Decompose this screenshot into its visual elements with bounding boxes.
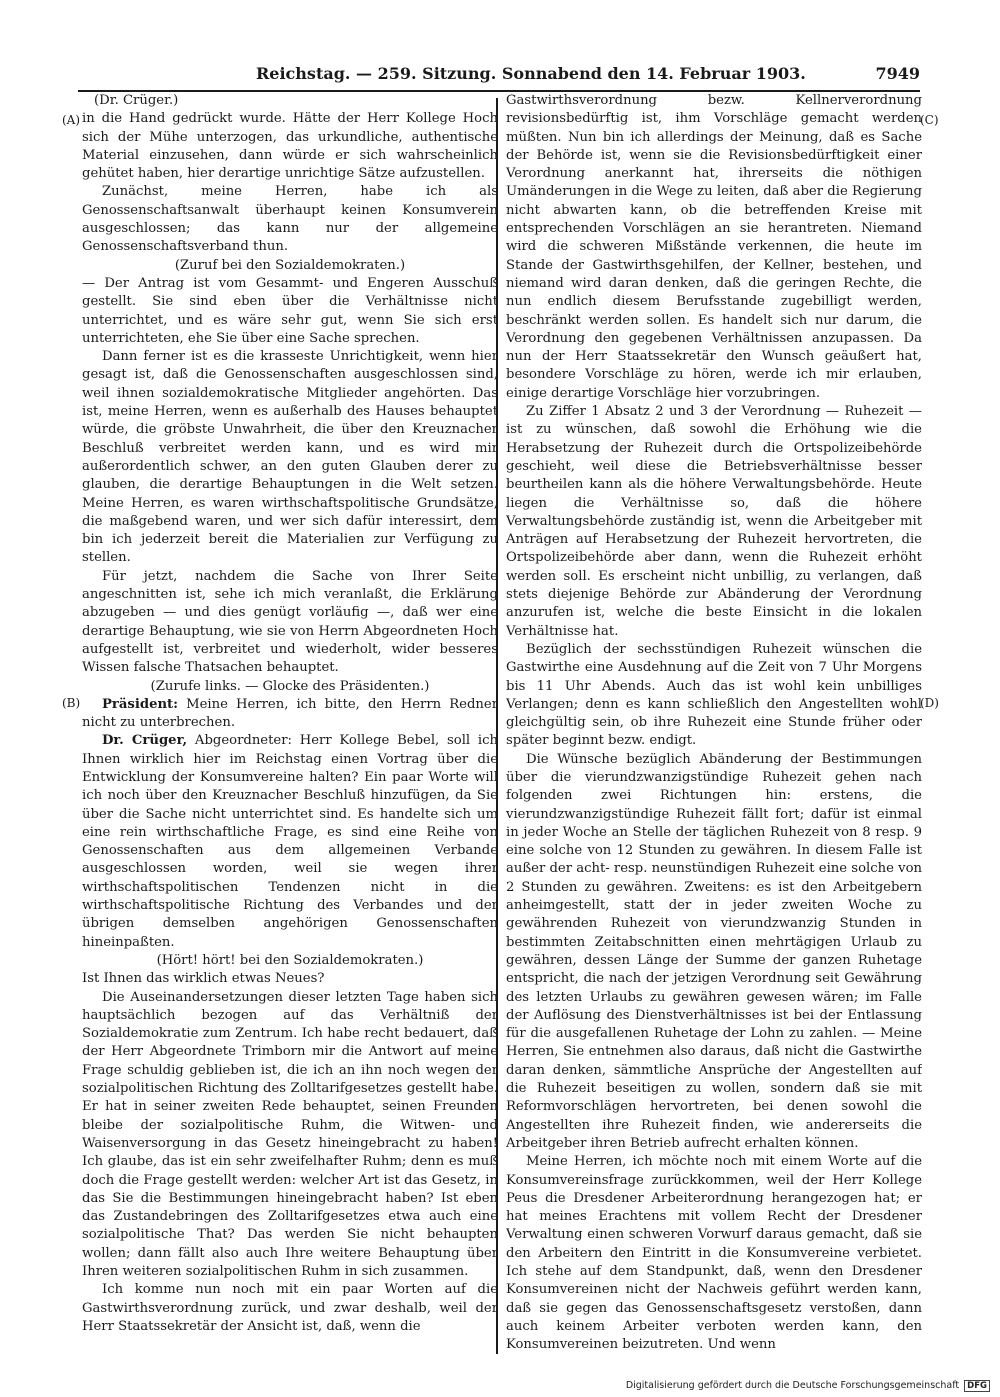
footer-text: Digitalisierung gefördert durch die Deutsche Forschungsgemeinschaft bbox=[625, 1380, 960, 1391]
margin-mark-a: (A) bbox=[62, 113, 81, 127]
paragraph: Gastwirthsverordnung bezw. Kellnerverordnung revisionsbedürftig ist, ihm Vorschläge gemacht werden müßten. Nun bin ich allerdings der Meinung, daß es Sache der Behörde ist, wenn sie die Revisionsbedürftigkeit einer Verordnung anerkannt hat, ihrerseits die nöthigen Umänderungen in die Wege zu leiten, daß aber die Regierung nicht abwarten kann, ob die betreffenden Kreise mit entsprechenden Vorschlägen an sie herantreten. Niemand wird die schweren Mißstände verkennen, die heute im Stande der Gastwirthsgehilfen, der Kellner, bestehen, und niemand wird daran denken, daß die geringen Rechte, die nun endlich diesem Berufsstande zugebilligt werden, beschränkt werden sollen. Es handelt sich nur darum, die Verordnung den gegebenen Verhältnissen anzupassen. Da nun der Herr Staatssekretär den Wunsch geäußert hat, besondere Vorschläge zu hören, werde ich mir erlauben, einige derartige Vorschläge hier vorzubringen. bbox=[506, 93, 922, 401]
speech-text: Abgeordneter: Herr Kollege Bebel, soll ich Ihnen wirklich hier im Reichstag einen Vortrag über die Entwicklung der Konsumvereine halten? Ein paar Worte will ich noch über den Kreuznacher Beschluß hinzufügen, da Sie über die Sache nicht unterrichtet sind. Es handelte sich um eine rein wirthschaftliche Frage, es sind eine Reihe von Genossenschaften aus dem allgemeinen Verbande ausgeschlossen worden, weil sie wegen ihrer wirthschaftspolitischen Tendenzen nicht in die wirthschaftspolitische Richtung des Verbandes und der übrigen demselben angehörigen Genossenschaften hineinpaßten. bbox=[82, 733, 498, 950]
page-header bbox=[84, 64, 920, 88]
paragraph: Ist Ihnen das wirklich etwas Neues? bbox=[82, 971, 325, 987]
left-column bbox=[82, 92, 498, 1354]
president-remark bbox=[82, 696, 498, 733]
president-label: Präsident: bbox=[102, 696, 179, 712]
interjection: (Hört! hört! bei den Sozialdemokraten.) bbox=[156, 952, 424, 968]
paragraph: Die Auseinandersetzungen dieser letzten Tage haben sich hauptsächlich bezogen auf das Verhältniß der Sozialdemokratie zum Zentrum. Ich habe recht bedauert, daß der Herr Abgeordnete Trimborn mir die Antwort auf meine Frage schuldig geblieben ist, die ich an ihn noch wegen der sozialpolitischen Richtung des Zolltarifgesetzes gestellt habe. Er hat in seiner zweiten Rede behauptet, seinen Freunden bleibe der sozialpolitische Ruhm, die Witwen- und Waisenversorgung in das Gesetz hineingebracht zu haben! Ich glaube, das ist ein sehr zweifelhafter Ruhm; denn es muß doch die Frage gestellt werden: welcher Art ist das Gesetz, in das Sie die Bestimmungen hineingebracht haben? Ist eben das Zustandebringen des Zolltarifgesetzes etwa auch eine sozialpolitische That? Das werden Sie nicht behaupten wollen; dann fällt also auch Ihre weitere Behauptung über Ihren weiteren sozialpolitischen Ruhm in sich zusammen. bbox=[82, 989, 498, 1279]
margin-mark-b: (B) bbox=[62, 696, 81, 710]
paragraph: Für jetzt, nachdem die Sache von Ihrer Seite angeschnitten ist, sehe ich mich veranlaßt, die Erklärung abzugeben — und dies genügt vorläufig —, daß wer eine derartige Behauptung, wie sie von Herrn Abgeordneten Hoch aufgestellt ist, verbreitet und wiederholt, wider besseres Wissen falsche Thatsachen behauptet. bbox=[82, 568, 498, 676]
dfg-logo: DFG bbox=[964, 1380, 990, 1392]
running-head: Reichstag. — 259. Sitzung. Sonnabend den 14. Februar 1903. bbox=[256, 64, 806, 83]
margin-mark-c: (C) bbox=[920, 113, 939, 127]
paragraph: Die Wünsche bezüglich Abänderung der Bestimmungen über die vierundzwanzigstündige Ruhezeit gehen nach folgenden zwei Richtungen hin: erstens, die vierundzwanzigstündige Ruhezeit fällt fort; dafür ist einmal in jeder Woche an Stelle der täglichen Ruhezeit von 8 resp. 9 eine solche von 12 Stunden zu gewähren. In diesem Falle ist außer der acht- resp. neunstündigen Ruhezeit eine solche von 2 Stunden zu gewähren. Zweitens: es ist den Arbeitgebern anheimgestellt, statt der in jeder zweiten Woche zu gewährenden Ruhezeit von vierundzwanzig Stunden in bestimmten Zeitabschnitten einen mehrtägigen Urlaub zu gewähren, dessen Länge der Summe der ganzen Ruhetage entspricht, die nach der jetzigen Verordnung seit Gewährung des letzten Urlaubs zu gewähren gewesen wären; im Falle der Auflösung des Dienstverhältnisses ist bei der Entlassung für die ausgefallenen Ruhetage der Lohn zu zahlen. — Meine Herren, Sie entnehmen also daraus, daß nicht die Gastwirthe daran denken, sämmtliche Ansprüche der Angestellten auf die Ruhezeit beseitigen zu wollen, sondern daß sie mit Reformvorschlägen hervortreten, bei denen sowohl die Angestellten ihre Ruhezeit finden, wie andererseits die Arbeitgeber ihren Betrieb aufrecht erhalten können. bbox=[506, 751, 922, 1151]
president-text: Meine Herren, ich bitte, den Herrn Redner nicht zu unterbrechen. bbox=[82, 696, 498, 731]
paragraph: Zu Ziffer 1 Absatz 2 und 3 der Verordnung — Ruhezeit — ist zu wünschen, daß sowohl die Erhöhung wie die Herabsetzung der Ruhezeit durch die Ortspolizeibehörde geschieht, weil diese die Betriebsverhältnisse besser beurtheilen kann als die höhere Verwaltungsbehörde. Heute liegen die Verhältnisse so, daß die höhere Verwaltungsbehörde zuständig ist, wenn die Arbeitgeber mit Anträgen auf Herabsetzung der Ruhezeit hervortreten, die Ortspolizeibehörde aber dann, wenn die Ruhezeit erhöht werden soll. Es erscheint nicht unbillig, zu verlangen, daß stets diejenige Behörde zur Abänderung der Verordnung anzurufen ist, welche die beste Einsicht in die lokalen Verhältnisse hat. bbox=[506, 404, 922, 639]
page-number: 7949 bbox=[875, 64, 920, 83]
interjection: (Zurufe links. — Glocke des Präsidenten.) bbox=[150, 678, 430, 694]
paragraph: — Der Antrag ist vom Gesammt- und Engeren Ausschuß gestellt. Sie sind eben über die Verhältnisse nicht unterrichtet, und es wäre sehr gut, wenn Sie sich erst unterrichteten, ehe Sie über eine Sache sprechen. bbox=[82, 275, 498, 346]
paragraph: Zunächst, meine Herren, habe ich als Genossenschaftsanwalt überhaupt keinen Konsumverein ausgeschlossen; das kann nur der allgemeine Genossenschaftsverband thun. bbox=[82, 184, 498, 255]
paragraph: Bezüglich der sechsstündigen Ruhezeit wünschen die Gastwirthe eine Ausdehnung auf die Zeit von 7 Uhr Morgens bis 11 Uhr Abends. Auch das ist wohl kein unbilliges Verlangen; denn es kann schließlich den Angestellten wohl gleichgültig sein, ob ihre Ruhezeit eine Stunde früher oder später beginnt bezw. endigt. bbox=[506, 641, 922, 749]
speaker-name: Dr. Crüger, bbox=[102, 733, 188, 749]
paragraph: Ich komme nun noch mit ein paar Worten auf die Gastwirthsverordnung zurück, und zwar deshalb, weil der Herr Staatssekretär der Ansicht ist, daß, wenn die bbox=[82, 1282, 498, 1334]
interjection: (Zuruf bei den Sozialdemokraten.) bbox=[174, 257, 406, 273]
paragraph: Meine Herren, ich möchte noch mit einem Worte auf die Konsumvereinsfrage zurückkommen, weil der Herr Kollege Peus die Dresdener Arbeiterordnung herangezogen hat; er hat meines Erachtens mit vollem Recht der Dresdener Verwaltung einen schweren Vorwurf daraus gemacht, daß sie den Arbeitern den Eintritt in die Konsumvereine verbietet. Ich stehe auf dem Standpunkt, daß, wenn den Dresdener Konsumvereinen nicht der Nachweis geführt werden kann, daß sie gegen das Genossenschaftsgesetz verstoßen, dann auch keinem Arbeiter verboten werden kann, den Konsumvereinen beizutreten. Und wenn bbox=[506, 1154, 922, 1353]
right-column bbox=[506, 92, 922, 1354]
paragraph: Dann ferner ist es die krasseste Unrichtigkeit, wenn hier gesagt ist, daß die Genossenschaften ausgeschlossen sind, weil ihnen sozialdemokratische Mitglieder angehörten. Das ist, meine Herren, wenn es außerhalb des Hauses behauptet würde, die gröbste Unwahrheit, die über den Kreuznacher Beschluß verbreitet werden kann, und es wird mir außerordentlich schwer, an den guten Glauben derer zu glauben, die derartige Behauptungen in die Welt setzen. Meine Herren, es waren wirthschaftspolitische Grundsätze, die maßgebend waren, und wer sich dafür interessirt, dem bin ich jederzeit bereit die Materialien zur Verfügung zu stellen. bbox=[82, 349, 498, 566]
speaker-head: (Dr. Crüger.) bbox=[94, 93, 179, 108]
margin-mark-d: (D) bbox=[920, 696, 939, 710]
speech-start bbox=[82, 732, 498, 952]
paragraph: in die Hand gedrückt wurde. Hätte der Herr Kollege Hoch sich der Mühe unterzogen, das urkundliche, authentische Material einzusehen, dann würde er sich wahrscheinlich gehütet haben, hier derartige unrichtige Sätze aufzustellen. bbox=[82, 111, 498, 182]
digitization-footer bbox=[626, 1380, 990, 1391]
